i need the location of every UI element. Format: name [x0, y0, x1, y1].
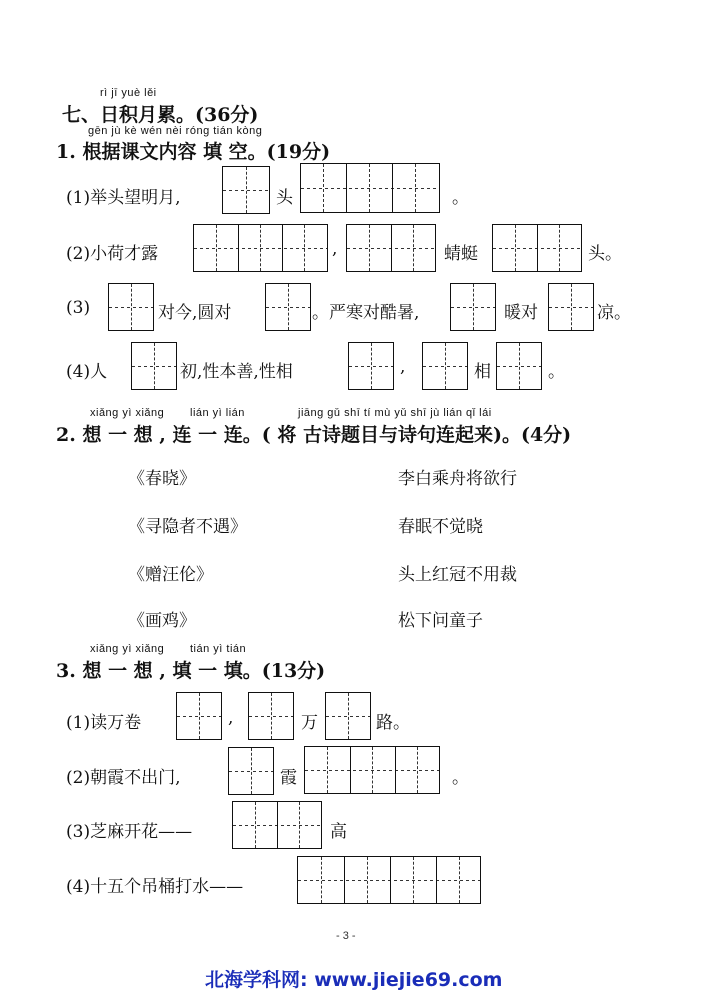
q1-line4-blank-1[interactable]: [131, 342, 177, 390]
q1-line2-blank-2[interactable]: [346, 224, 436, 272]
q1-line3-end: 凉。: [597, 303, 631, 323]
q3-line2-prefix: (2)朝霞不出门,: [66, 768, 181, 788]
q2-right-3: 头上红冠不用裁: [398, 565, 517, 585]
q3-pinyin-2: tián yì tián: [190, 643, 247, 655]
q2-left-4: 《画鸡》: [128, 611, 196, 631]
q3-line1-mid: 万: [301, 713, 318, 733]
q1-line2-mid: 蜻蜓: [444, 244, 478, 264]
q2-pinyin-3: jiāng gǔ shī tí mù yǔ shī jù lián qǐ lái: [298, 407, 492, 419]
q2-right-4: 松下问童子: [398, 611, 483, 631]
q1-line2-comma: ,: [332, 239, 338, 259]
q3-line1-end: 路。: [376, 713, 410, 733]
q3-line2-mid: 霞: [280, 768, 297, 788]
q3-line2-blank-2[interactable]: [304, 746, 440, 794]
q1-line1-blank-2[interactable]: [300, 163, 440, 213]
q1-line3-blank-1[interactable]: [108, 283, 154, 331]
q1-line3-prefix: (3): [66, 298, 91, 318]
section7-pinyin: rì jī yuè lěi: [100, 87, 157, 99]
q3-line3-blank-1[interactable]: [232, 801, 322, 849]
q3-line3-prefix: (3)芝麻开花——: [66, 822, 193, 842]
q3-line1-comma: ,: [228, 708, 234, 728]
q1-line2-prefix: (2)小荷才露: [66, 244, 159, 264]
q1-line3-blank-3[interactable]: [450, 283, 496, 331]
website-footer-link[interactable]: 北海学科网: www.jiejie69.com: [205, 969, 503, 991]
q3-line2-end: 。: [452, 768, 469, 788]
q2-pinyin-1: xiǎng yì xiǎng: [90, 407, 165, 419]
q3-line4-prefix: (4)十五个吊桶打水——: [66, 877, 244, 897]
q1-line4-text2: 相: [474, 362, 491, 382]
q1-line3-text2: 。严寒对酷暑,: [312, 303, 420, 323]
q3-line1-blank-3[interactable]: [325, 692, 371, 740]
q1-line4-blank-4[interactable]: [496, 342, 542, 390]
q1-line4-blank-2[interactable]: [348, 342, 394, 390]
q3-line1-prefix: (1)读万卷: [66, 713, 142, 733]
q3-title: 3. 想 一 想 , 填 一 填。(13分): [56, 660, 326, 682]
q1-title: 1. 根据课文内容 填 空。(19分): [56, 141, 331, 163]
q2-left-3: 《赠汪伦》: [128, 565, 213, 585]
q3-line3-end: 高: [330, 822, 347, 842]
q1-line2-blank-1[interactable]: [193, 224, 328, 272]
q1-line2-end: 头。: [588, 244, 622, 264]
q2-title: 2. 想 一 想 , 连 一 连。( 将 古诗题目与诗句连起来)。(4分): [56, 424, 572, 446]
q1-line3-blank-2[interactable]: [265, 283, 311, 331]
q2-right-2: 春眠不觉晓: [398, 517, 483, 537]
q3-pinyin-1: xiǎng yì xiǎng: [90, 643, 165, 655]
q1-line4-blank-3[interactable]: [422, 342, 468, 390]
q2-left-2: 《寻隐者不遇》: [128, 517, 247, 537]
q1-line4-prefix: (4)人: [66, 362, 108, 382]
q2-pinyin-2: lián yì lián: [190, 407, 245, 419]
q1-line2-blank-3[interactable]: [492, 224, 582, 272]
q1-line4-text1: 初,性本善,性相: [180, 362, 293, 382]
q1-line3-blank-4[interactable]: [548, 283, 594, 331]
q1-line4-comma: ,: [400, 357, 406, 377]
q1-line1-blank-1[interactable]: [222, 166, 270, 214]
q3-line1-blank-1[interactable]: [176, 692, 222, 740]
q3-line1-blank-2[interactable]: [248, 692, 294, 740]
q2-right-1: 李白乘舟将欲行: [398, 469, 517, 489]
q1-line1-prefix: (1)举头望明月,: [66, 188, 181, 208]
page-number: - 3 -: [336, 930, 356, 942]
q1-line3-text1: 对今,圆对: [158, 303, 232, 323]
q3-line2-blank-1[interactable]: [228, 747, 274, 795]
q1-line3-text3: 暖对: [504, 303, 538, 323]
q3-line4-blank-1[interactable]: [297, 856, 481, 904]
q1-line4-end: 。: [548, 362, 565, 382]
q1-pinyin: gēn jù kè wén nèi róng tián kòng: [88, 125, 263, 137]
q1-line1-mid: 头: [276, 188, 293, 208]
q1-line1-end: 。: [452, 188, 469, 208]
q2-left-1: 《春晓》: [128, 469, 196, 489]
section7-title: 七、日积月累。(36分): [62, 104, 259, 126]
